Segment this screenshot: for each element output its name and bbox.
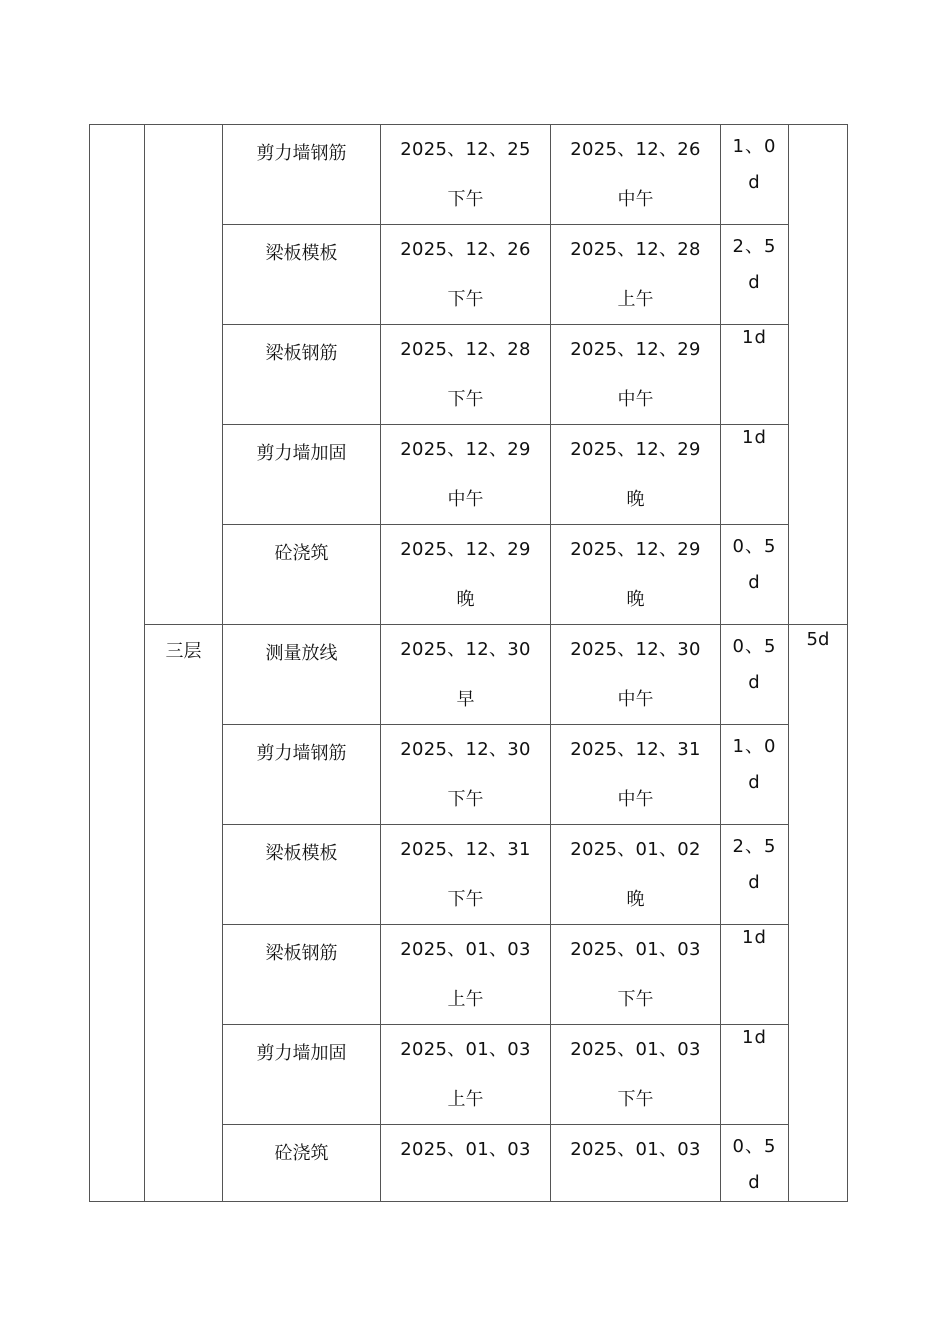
end-cell-date: 2025、12、29 [570, 539, 701, 560]
task-cell [223, 125, 381, 225]
duration-cell [721, 225, 789, 325]
task-wrap [223, 325, 380, 367]
end-cell [551, 925, 721, 1025]
end-cell [551, 325, 721, 425]
start-cell-time: 下午 [447, 389, 484, 410]
start-cell [381, 825, 551, 925]
task-name: 梁板模板 [265, 243, 338, 264]
end-cell-date: 2025、01、03 [570, 1139, 701, 1160]
task-name: 剪力墙加固 [256, 1043, 347, 1064]
task-cell [223, 925, 381, 1025]
task-cell [223, 525, 381, 625]
duration-value: 1d [742, 327, 767, 348]
section-cell [90, 125, 145, 1202]
start-cell-date: 2025、12、30 [400, 739, 531, 760]
end-cell-time [551, 1161, 720, 1189]
start-cell-date: 2025、12、25 [400, 139, 531, 160]
task-wrap [223, 825, 380, 867]
duration-cell [721, 125, 789, 225]
start-cell-date: 2025、12、29 [400, 539, 531, 560]
task-wrap [223, 925, 380, 967]
start-cell-time: 下午 [447, 289, 484, 310]
task-wrap [223, 725, 380, 767]
duration-value: 1、0d [732, 136, 777, 193]
task-name: 梁板钢筋 [265, 943, 338, 964]
end-cell-date: 2025、12、28 [570, 239, 701, 260]
end-cell-date: 2025、12、29 [570, 339, 701, 360]
task-name: 梁板钢筋 [265, 343, 338, 364]
start-cell [381, 1025, 551, 1125]
total-cell-continued [789, 125, 848, 625]
end-cell-date: 2025、12、30 [570, 639, 701, 660]
task-cell [223, 825, 381, 925]
task-wrap [223, 125, 380, 167]
start-cell-time: 上午 [447, 989, 484, 1010]
start-cell-time: 晚 [456, 589, 475, 610]
end-cell [551, 625, 721, 725]
task-name: 剪力墙钢筋 [256, 743, 347, 764]
start-cell-time: 下午 [447, 189, 484, 210]
end-cell-time: 下午 [617, 1089, 654, 1110]
duration-value: 1d [742, 427, 767, 448]
task-name: 剪力墙钢筋 [256, 143, 347, 164]
duration-cell [721, 1025, 789, 1125]
end-cell-time: 中午 [617, 689, 654, 710]
end-cell-time: 中午 [617, 789, 654, 810]
duration-value: 2、5d [732, 836, 777, 893]
end-cell-date: 2025、01、02 [570, 839, 701, 860]
end-cell [551, 725, 721, 825]
task-wrap [223, 425, 380, 467]
total-wrap [789, 625, 847, 653]
duration-value: 1d [742, 1027, 767, 1048]
duration-value: 0、5d [732, 536, 777, 593]
task-wrap [223, 525, 380, 567]
start-cell-date: 2025、01、03 [400, 1139, 531, 1160]
duration-value: 1、0d [732, 736, 777, 793]
end-cell-time: 晚 [626, 889, 645, 910]
end-cell [551, 125, 721, 225]
start-cell-date: 2025、01、03 [400, 1039, 531, 1060]
table-row [90, 625, 848, 725]
task-cell [223, 1025, 381, 1125]
start-cell-time: 中午 [447, 489, 484, 510]
end-cell-date: 2025、12、29 [570, 439, 701, 460]
task-wrap [223, 1025, 380, 1067]
start-cell [381, 325, 551, 425]
duration-cell [721, 425, 789, 525]
total-cell [789, 625, 848, 1202]
task-wrap [223, 1125, 380, 1167]
start-cell [381, 125, 551, 225]
floor-cell-continued [145, 125, 223, 625]
floor-wrap [145, 625, 222, 665]
end-cell-date: 2025、12、26 [570, 139, 701, 160]
task-cell [223, 1125, 381, 1202]
start-cell-time: 下午 [447, 889, 484, 910]
start-cell [381, 1125, 551, 1202]
end-cell-time: 晚 [626, 589, 645, 610]
end-cell-date: 2025、01、03 [570, 1039, 701, 1060]
task-cell [223, 425, 381, 525]
end-cell [551, 825, 721, 925]
start-cell [381, 425, 551, 525]
table-row [90, 125, 848, 225]
start-cell-date: 2025、12、30 [400, 639, 531, 660]
task-name: 测量放线 [265, 643, 338, 664]
end-cell-date: 2025、12、31 [570, 739, 701, 760]
floor-cell [145, 625, 223, 1202]
start-cell-date: 2025、12、29 [400, 439, 531, 460]
duration-value: 2、5d [732, 236, 777, 293]
task-cell [223, 725, 381, 825]
start-cell-date: 2025、12、31 [400, 839, 531, 860]
duration-cell [721, 525, 789, 625]
total-duration: 5d [806, 629, 830, 650]
task-name: 砼浇筑 [274, 1143, 329, 1164]
end-cell-date: 2025、01、03 [570, 939, 701, 960]
start-cell [381, 625, 551, 725]
task-cell [223, 325, 381, 425]
duration-cell [721, 625, 789, 725]
end-cell [551, 425, 721, 525]
start-cell-time: 上午 [447, 1089, 484, 1110]
task-wrap [223, 625, 380, 667]
start-cell [381, 925, 551, 1025]
end-cell-time: 下午 [617, 989, 654, 1010]
end-cell [551, 1125, 721, 1202]
start-cell-date: 2025、12、26 [400, 239, 531, 260]
start-cell [381, 725, 551, 825]
end-cell-time: 上午 [617, 289, 654, 310]
task-name: 剪力墙加固 [256, 443, 347, 464]
start-cell-date: 2025、12、28 [400, 339, 531, 360]
duration-cell [721, 925, 789, 1025]
construction-schedule-table [89, 124, 848, 1202]
task-name: 砼浇筑 [274, 543, 329, 564]
duration-cell [721, 325, 789, 425]
end-cell [551, 525, 721, 625]
end-cell [551, 225, 721, 325]
start-cell-time: 下午 [447, 789, 484, 810]
duration-value: 0、5d [732, 1136, 777, 1193]
start-cell [381, 225, 551, 325]
duration-value: 0、5d [732, 636, 777, 693]
end-cell [551, 1025, 721, 1125]
duration-cell [721, 1125, 789, 1202]
task-wrap [223, 225, 380, 267]
start-cell-date: 2025、01、03 [400, 939, 531, 960]
end-cell-time: 晚 [626, 489, 645, 510]
duration-value: 1d [742, 927, 767, 948]
start-cell [381, 525, 551, 625]
task-name: 梁板模板 [265, 843, 338, 864]
end-cell-time: 中午 [617, 389, 654, 410]
floor-label: 三层 [165, 641, 202, 662]
duration-cell [721, 725, 789, 825]
task-cell [223, 225, 381, 325]
start-cell-time [381, 1161, 550, 1189]
task-cell [223, 625, 381, 725]
end-cell-time: 中午 [617, 189, 654, 210]
start-cell-time: 早 [456, 689, 475, 710]
duration-cell [721, 825, 789, 925]
